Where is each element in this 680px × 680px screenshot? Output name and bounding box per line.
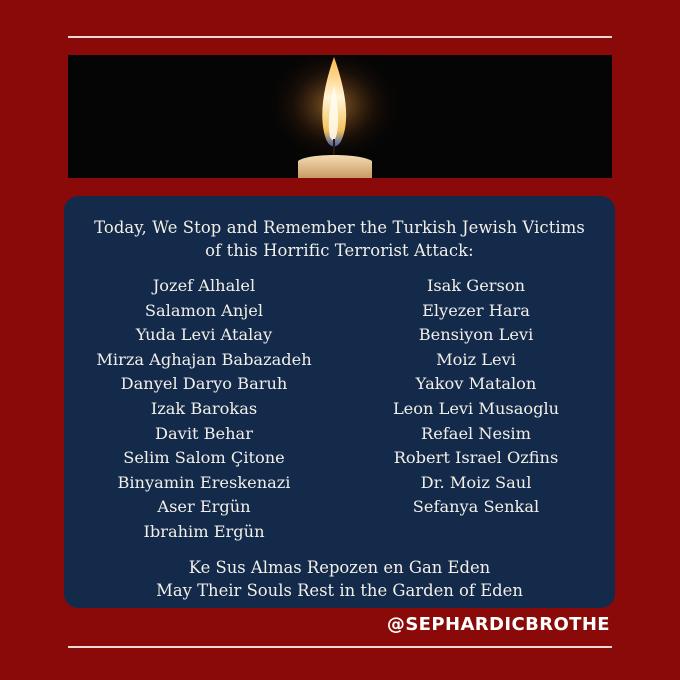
bottom-divider [68,646,612,648]
victim-name: Aser Ergün [157,497,251,517]
candle-flame-icon [68,55,612,178]
victim-name: Danyel Daryo Baruh [120,374,288,394]
victims-list-left [84,274,324,545]
victim-name: Davit Behar [155,423,253,443]
heading-line-2: of this Horrific Terrorist Attack: [205,241,474,260]
victim-name: Refael Nesim [421,423,531,443]
victim-name: Moiz Levi [436,349,516,369]
closing-blessing [80,556,599,602]
victim-name: Isak Gerson [426,276,526,295]
memorial-heading [80,216,599,262]
victims-list-right [356,274,596,520]
victim-name: Izak Barokas [150,398,258,418]
closing-line-ladino: Ke Sus Almas Repozen en Gan Eden [188,558,491,577]
victim-name: Sefanya Senkal [412,497,540,517]
victim-name: Salamon Anjel [144,300,264,320]
closing-line-english: May Their Souls Rest in the Garden of Eden [156,581,523,600]
victim-name: Selim Salom Çitone [123,448,285,468]
top-divider [68,36,612,38]
victim-name: Leon Levi Musaoglu [392,398,560,418]
victim-name: Yuda Levi Atalay [135,325,273,345]
victim-name: Dr. Moiz Saul [420,472,532,492]
victim-name: Bensiyon Levi [418,325,534,345]
heading-line-1: Today, We Stop and Remember the Turkish Jewish Victims [94,218,585,237]
victim-name: Mirza Aghajan Babazadeh [96,349,312,369]
victim-name: Elyezer Hara [422,300,530,320]
candle-image [68,55,612,178]
social-handle: @SEPHARDICBROTHE [386,614,610,635]
victim-name: Jozef Alhalel [152,276,256,295]
victim-name: Binyamin Ereskenazi [117,472,291,492]
victim-name: Robert Israel Ozfins [393,448,559,468]
memorial-panel [64,196,615,608]
victim-name: Ibrahim Ergün [143,521,265,541]
victim-name: Yakov Matalon [415,374,537,394]
